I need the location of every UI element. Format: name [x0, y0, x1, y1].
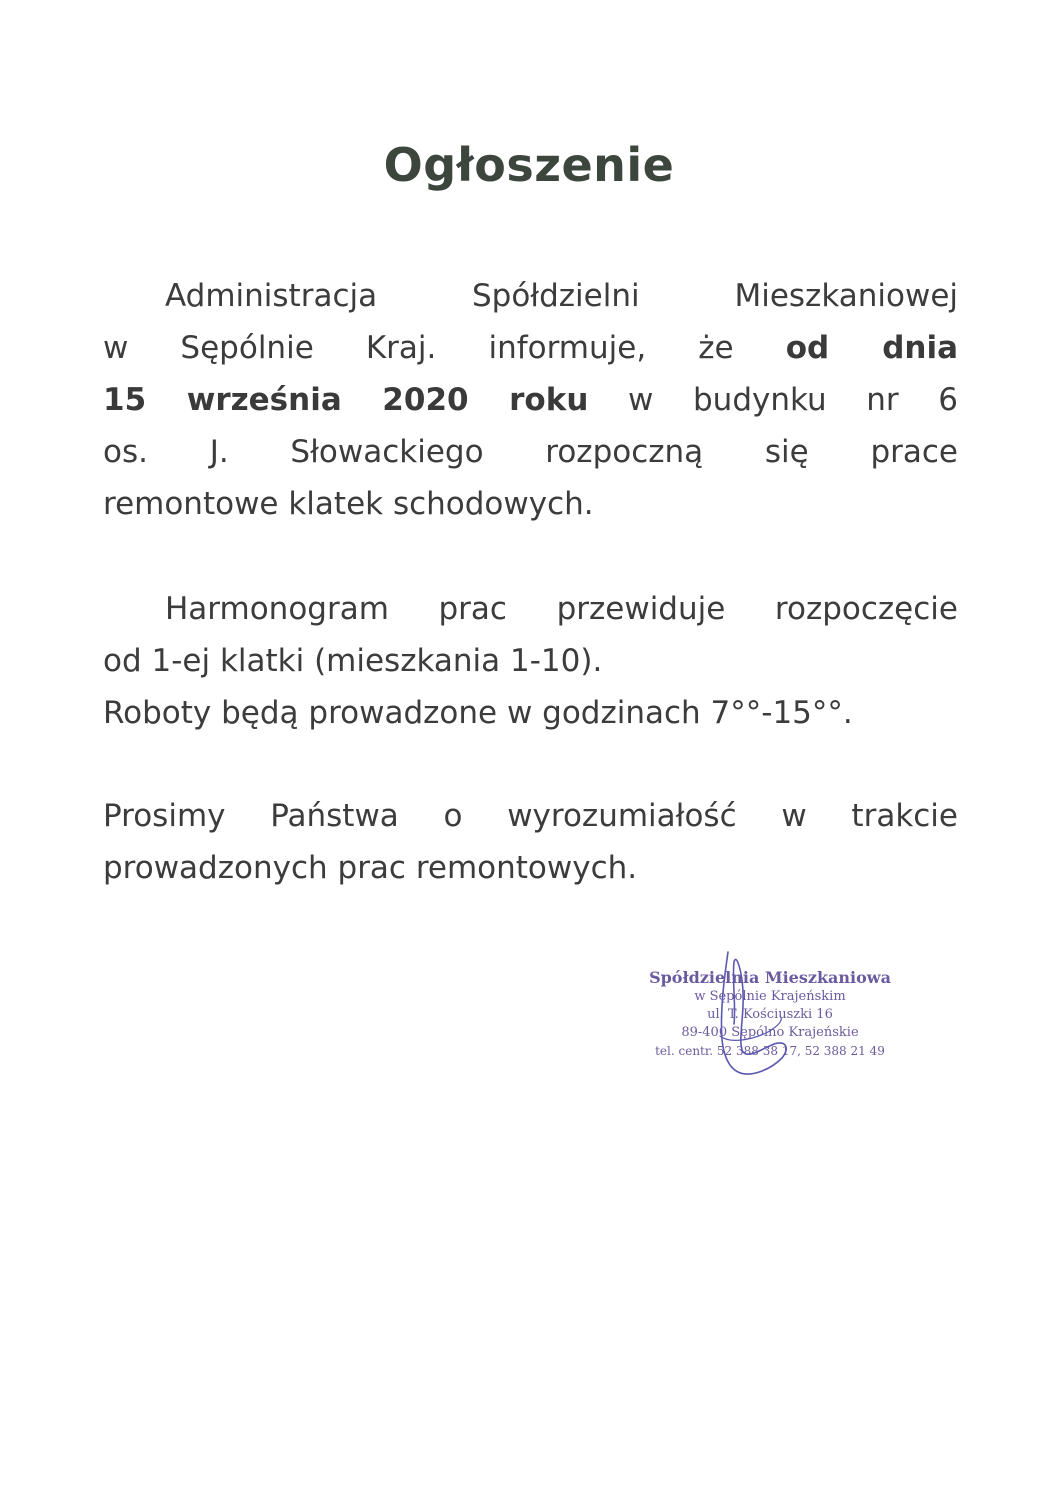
paragraph-1-line-4: os. J. Słowackiego rozpoczną się prace [103, 434, 958, 470]
paragraph-1-line-2 [103, 322, 958, 374]
paragraph-1-line-3 [103, 374, 958, 426]
start-date-bold-part-1: od dnia [785, 330, 958, 366]
paragraph-3-line-1: Prosimy Państwa o wyrozumiałość w trakcie [103, 798, 958, 834]
stamp-line-1: Spółdzielnia Mieszkaniowa [649, 968, 891, 987]
stamp-line-2: w Sępólnie Krajeńskim [694, 989, 846, 1004]
paragraph-2-line-1: Harmonogram prac przewiduje rozpoczęcie [165, 591, 958, 627]
signature-scribble [690, 940, 810, 1080]
stamp-line-5: tel. centr. 52 388 38 17, 52 388 21 49 [655, 1044, 885, 1058]
paragraph-2 [103, 583, 958, 739]
paragraph-2-line-2: od 1-ej klatki (mieszkania 1-10). [103, 643, 603, 679]
stamp-line-3: ul. T. Kościuszki 16 [707, 1007, 833, 1022]
paragraph-1-line-3-text: w budynku nr 6 [628, 382, 958, 418]
paragraph-1-line-5: remontowe klatek schodowych. [103, 486, 594, 522]
paragraph-1-line-2-text: w Sępólnie Kraj. informuje, że [103, 330, 734, 366]
paragraph-3-line-2: prowadzonych prac remontowych. [103, 850, 638, 886]
paragraph-1 [103, 270, 958, 530]
paragraph-3 [103, 790, 958, 894]
paragraph-1-line-1: Administracja Spółdzielni Mieszkaniowej [165, 278, 958, 314]
start-date-bold-part-2: 15 września 2020 roku [103, 382, 589, 418]
stamp-line-4: 89-400 Sępólno Krajeńskie [681, 1025, 859, 1040]
page-title: Ogłoszenie [383, 138, 675, 192]
paragraph-2-line-3: Roboty będą prowadzone w godzinach 7°°-15°°. [103, 695, 853, 731]
